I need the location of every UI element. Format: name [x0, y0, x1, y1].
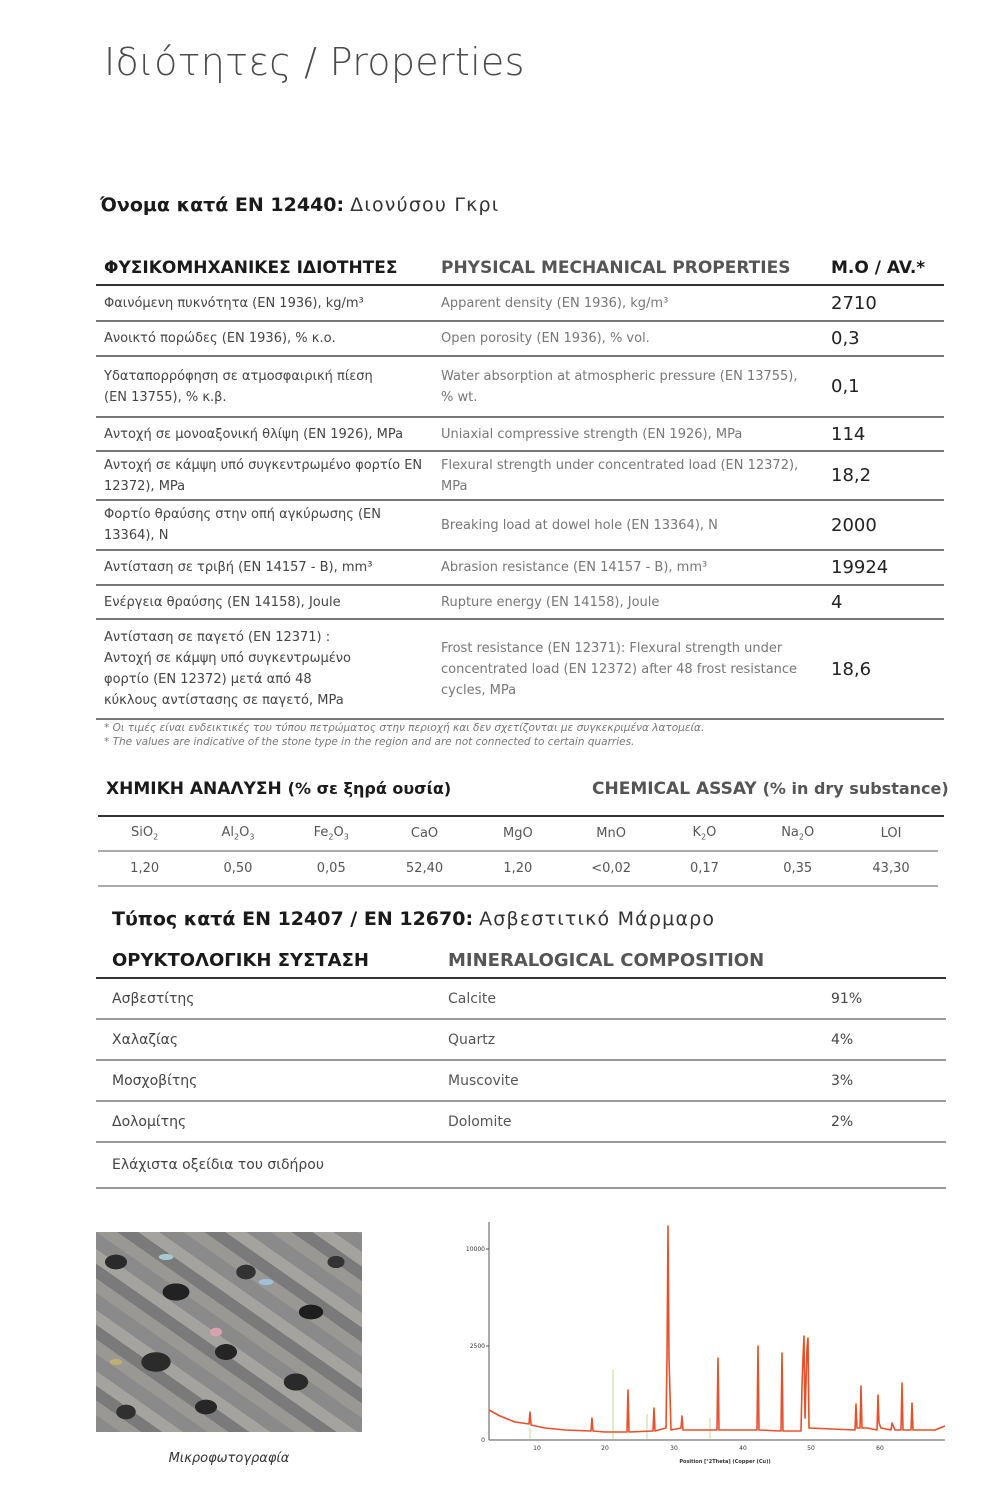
row-english: Rupture energy (EN 14158), Joule: [441, 594, 660, 610]
table-row: [96, 286, 944, 322]
mineralogical-header: [96, 944, 946, 979]
x-tick: 30: [670, 1445, 678, 1452]
mineral-english: Calcite: [448, 990, 496, 1007]
mineral-greek: Ελάχιστα οξείδια του σιδήρου: [112, 1157, 324, 1173]
row-english: Water absorption at atmospheric pressure (EN 13755), % wt.: [441, 368, 798, 405]
table-row: [96, 1143, 946, 1189]
mineral-percent: 2%: [831, 1113, 854, 1130]
row-value: 114: [831, 423, 866, 445]
micrograph-image: [96, 1232, 362, 1432]
table-row: [96, 452, 944, 501]
mineral-percent: 3%: [831, 1072, 854, 1089]
chemical-title-greek-sub: (% σε ξηρά ουσία): [287, 779, 452, 798]
x-tick: 10: [533, 1445, 541, 1452]
row-greek: Ανοικτό πορώδες (EN 1936), % κ.ο.: [104, 331, 336, 346]
row-english: Frost resistance (EN 12371): Flexural strength under concentrated load (EN 12372) after 48 frost resistance cycles, MPa: [441, 640, 798, 698]
row-value: 0,1: [831, 376, 860, 397]
y-tick: 0: [481, 1437, 485, 1444]
chem-col-sio2: SiO$_2$: [131, 825, 159, 842]
row-value: 0,3: [831, 328, 860, 349]
mineral-greek: Χαλαζίας: [112, 1031, 179, 1048]
chemical-title-greek-main: ΧΗΜΙΚΗ ΑΝΑΛΥΣΗ: [106, 779, 282, 799]
x-tick: 50: [807, 1445, 815, 1452]
row-english: Breaking load at dowel hole (EN 13364), N: [441, 517, 718, 533]
footnote-greek: * Οι τιμές είναι ενδεικτικές του τύπου πετρώματος στην περιοχή και δεν σχετίζονται με συγκεκριμένα λατομεία.: [104, 722, 705, 734]
chem-col-fe2o3: $Fe_2O_3$: [313, 825, 349, 842]
chem-value: 1,20: [503, 861, 533, 876]
physical-properties-table: [96, 252, 944, 720]
xrd-diffractogram-chart: [455, 1218, 947, 1468]
row-value: 18,6: [831, 658, 872, 680]
row-value: 2710: [831, 292, 877, 314]
page-title: Ιδιότητες / Properties: [104, 40, 525, 84]
mineral-greek: Μοσχοβίτης: [112, 1072, 198, 1089]
row-greek: Αντοχή σε κάμψη υπό συγκεντρωμένο φορτίο EN 12372), MPa: [104, 457, 423, 494]
mineral-percent: 91%: [831, 990, 863, 1007]
mineral-greek: Δολομίτης: [112, 1113, 187, 1130]
micrograph-caption: Μικροφωτογραφία: [168, 1451, 290, 1466]
header-english: MINERALOGICAL COMPOSITION: [448, 950, 765, 971]
table-row: [96, 357, 944, 418]
footnote-english: * The values are indicative of the stone type in the region and are not connected to certain quarries.: [104, 736, 635, 748]
mineral-english: Quartz: [448, 1031, 496, 1048]
row-greek: Αντίσταση σε παγετό (EN 12371) : Αντοχή σε κάμψη υπό συγκεντρωμένο φορτίο (EN 12372) μετά από 48 κύκλους αντίστασης σε παγετό, MPa: [104, 630, 351, 708]
chem-col-mno: MnO: [596, 826, 626, 841]
chem-value: 0,17: [689, 861, 719, 876]
stone-name-value: Διονύσου Γκρι: [350, 194, 500, 216]
row-value: 2000: [831, 514, 877, 536]
table-row: [96, 501, 944, 551]
stone-type-label: Τύπος κατά EN 12407 / EN 12670:: [112, 908, 474, 930]
table-row: [96, 1020, 946, 1061]
row-greek: Αντίσταση σε τριβή (EN 14157 - B), mm³: [104, 560, 373, 575]
chemical-title-english-sub: (% in dry substance): [762, 779, 949, 798]
chemical-title-english-main: CHEMICAL ASSAY: [592, 779, 757, 799]
stone-name-label: Όνομα κατά EN 12440:: [100, 194, 345, 216]
row-value: 18,2: [831, 465, 872, 486]
row-english: Abrasion resistance (EN 14157 - B), mm³: [441, 560, 708, 575]
chem-value: 1,20: [130, 861, 160, 876]
row-english: Flexural strength under concentrated load (EN 12372), MPa: [441, 457, 799, 494]
row-greek: Φαινόμενη πυκνότητα (EN 1936), kg/m³: [104, 295, 364, 311]
physical-table-header: [96, 252, 944, 286]
row-greek: Φορτίο θραύσης στην οπή αγκύρωσης (EN 13364), N: [104, 507, 381, 543]
chem-value: 0,05: [316, 861, 346, 876]
chem-col-mgo: MgO: [502, 826, 533, 841]
chem-col-loi: LOI: [880, 826, 902, 841]
table-row: [96, 418, 944, 452]
table-row: [96, 1061, 946, 1102]
row-greek: Ενέργεια θραύσης (EN 14158), Joule: [104, 594, 341, 610]
chemical-title-english: [592, 779, 949, 799]
mineral-english: Dolomite: [448, 1113, 512, 1130]
chem-value: <0,02: [591, 861, 632, 876]
y-tick: 2500: [469, 1343, 485, 1350]
chemical-assay-table: [98, 815, 938, 887]
stone-name: [100, 194, 499, 216]
header-average: M.O / AV.*: [831, 258, 926, 278]
table-row: [96, 1102, 946, 1143]
table-row: [96, 620, 944, 720]
row-english: Open porosity (EN 1936), % vol.: [441, 331, 650, 346]
mineral-greek: Ασβεστίτης: [112, 990, 195, 1007]
table-row: [96, 322, 944, 357]
table-row: [96, 979, 946, 1020]
chem-value: 0,50: [223, 861, 253, 876]
chem-value: 0,35: [783, 861, 813, 876]
chemical-value-row: [98, 852, 938, 887]
x-tick: 40: [739, 1445, 747, 1452]
chem-value: 52,40: [405, 861, 444, 876]
x-axis-label: Position [°2Theta] (Copper (Cu)): [679, 1459, 771, 1465]
row-value: 4: [831, 591, 843, 613]
row-greek: Υδαταπορρόφηση σε ατμοσφαιρική πίεση (EN 13755), % κ.β.: [104, 368, 373, 405]
chem-col-k2o: $K_2O$: [692, 825, 717, 842]
mineral-percent: 4%: [831, 1031, 854, 1048]
chem-col-na2o: $Na_2O$: [781, 825, 815, 842]
header-english: PHYSICAL MECHANICAL PROPERTIES: [441, 258, 791, 278]
chem-col-cao: CaO: [410, 826, 439, 841]
table-row: [96, 586, 944, 620]
mineral-english: Muscovite: [448, 1072, 519, 1089]
x-tick: 20: [601, 1445, 609, 1452]
header-greek: ΟΡΥΚΤΟΛΟΓΙΚΗ ΣΥΣΤΑΣΗ: [112, 950, 369, 971]
footnote: [104, 721, 704, 749]
row-value: 19924: [831, 557, 889, 578]
table-row: [96, 551, 944, 586]
x-tick: 60: [876, 1445, 884, 1452]
row-english: Uniaxial compressive strength (EN 1926), MPa: [441, 426, 743, 442]
chemical-header-row: [98, 817, 938, 852]
header-greek: ΦΥΣΙΚΟΜΗΧΑΝΙΚΕΣ ΙΔΙΟΤΗΤΕΣ: [104, 258, 398, 278]
row-greek: Αντοχή σε μονοαξονική θλίψη (EN 1926), MPa: [104, 426, 404, 442]
row-english: Apparent density (EN 1936), kg/m³: [441, 295, 669, 311]
y-tick: 10000: [465, 1246, 485, 1253]
chem-col-al2o3: $Al_2O_3$: [221, 825, 255, 842]
chem-value: 43,30: [872, 861, 910, 876]
chemical-title-greek: [106, 779, 451, 799]
mineralogical-table: [96, 944, 946, 1189]
stone-type-value: Ασβεστιτικό Μάρμαρο: [479, 908, 716, 930]
stone-type: [112, 908, 715, 930]
